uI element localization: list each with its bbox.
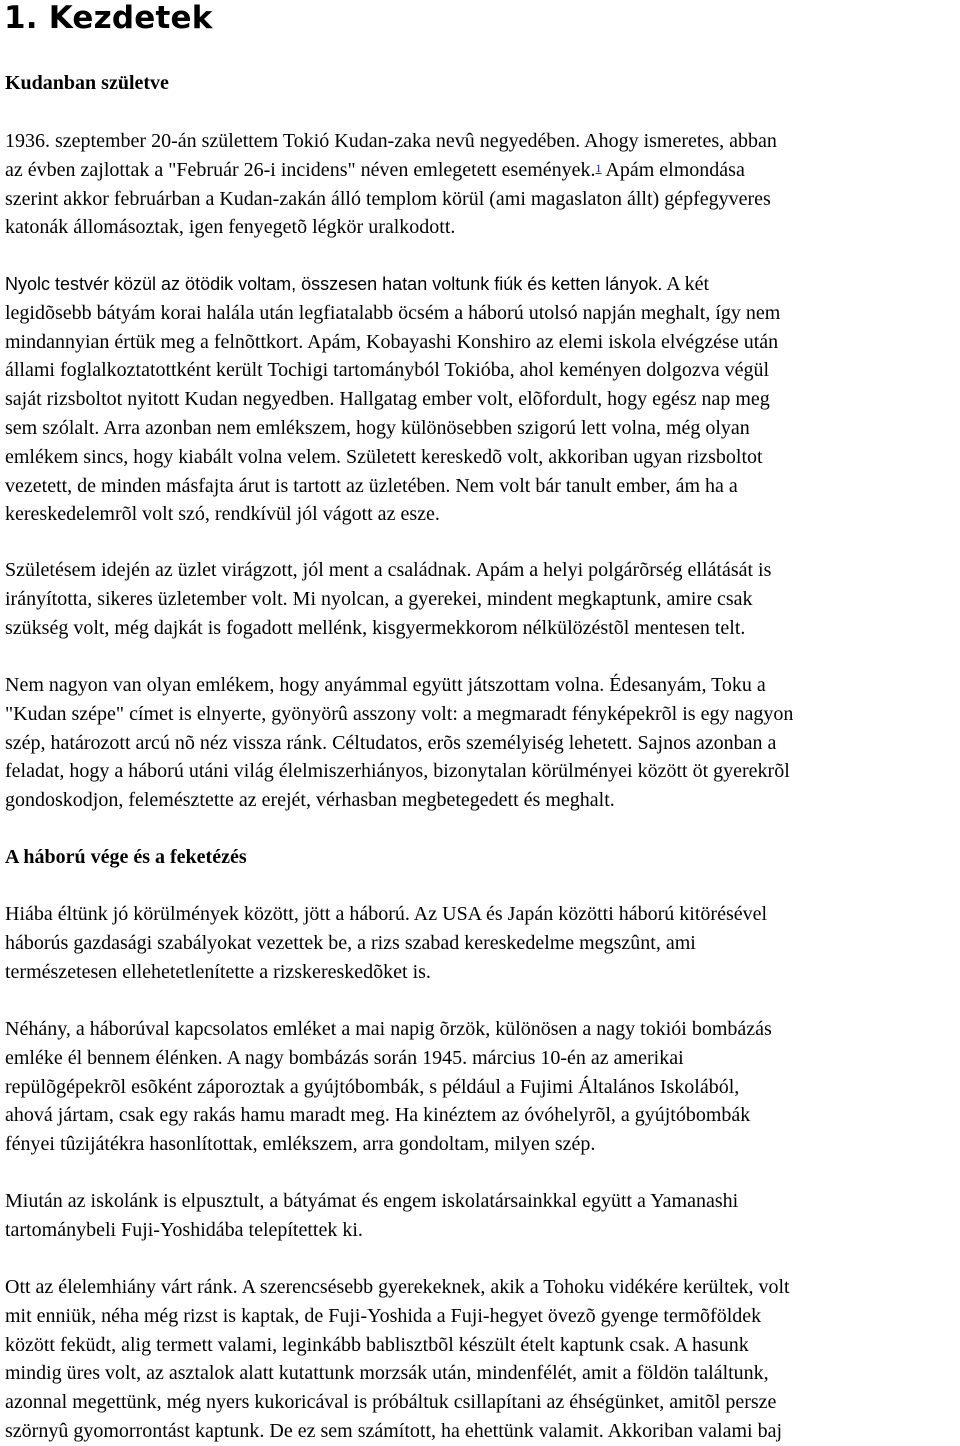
text-segment: Nyolc testvér közül az ötödik voltam, összesen hatan voltunk fiúk és ketten lányok.: [5, 274, 663, 294]
text-line: mindig üres volt, az asztalok alatt kutattunk morzsák után, mindenfélét, amit a földön találtunk,: [5, 1362, 769, 1385]
paragraph-evacuation: [5, 1187, 960, 1245]
text-line: Miután az iskolánk is elpusztult, a bátyámat és engem iskolatársainkkal együtt a Yamanashi: [5, 1190, 739, 1212]
text-line: irányította, sikeres üzletember volt. Mi nyolcan, a gyerekei, mindent megkaptunk, amire csak: [5, 587, 753, 610]
text-segment: mindannyian értük meg a felnõttkort.: [5, 330, 304, 353]
text-line: Ott az élelemhiány várt ránk. A szerencsésebb gyerekeknek, akik a Tohoku vidékére kerültek, volt: [5, 1276, 790, 1298]
text-line: "Kudan szépe" címet is elnyerte, gyönyörû asszony volt: a megmaradt fényképekrõl is egy nagyon: [5, 702, 794, 725]
text-line: [5, 270, 960, 299]
text-line: fényei tûzijátékra hasonlítottak, emlékszem, arra gondoltam, milyen szép.: [5, 1133, 596, 1156]
text-line: háborús gazdasági szabályokat vezettek be, a rizs szabad kereskedelme megszûnt, ami: [5, 931, 696, 954]
text-line: saját rizsboltot nyitott Kudan negyedben. Hallgatag ember volt, elõfordult, hogy egész nap meg: [5, 388, 770, 411]
text-line: Néhány, a háborúval kapcsolatos emléket a mai napig õrzök, különösen a nagy tokiói bombázás: [5, 1018, 772, 1040]
text-line: szörnyû gyomorrontást kaptunk. De ez sem számított, ha ehettünk valamit. Akkoriban valami baj: [5, 1419, 783, 1442]
text-line: feladat, hogy a háború utáni világ élelmiszerhiányos, bizonytalan körülményei között öt gyerekrõl: [5, 760, 790, 783]
text-line: gondoskodjon, felemésztette az erejét, vérhasban megbetegedett és meghalt.: [5, 789, 615, 812]
text-line: repülõgépekrõl esõként záporoztak a gyújtóbombák, s például a Fujimi Általános Iskolából,: [5, 1075, 740, 1098]
text-line: természetesen ellehetetlenítette a rizskereskedõket is.: [5, 960, 431, 983]
text-line: Nem nagyon van olyan emlékem, hogy anyámmal együtt játszottam volna. Édesanyám, Toku a: [5, 674, 766, 696]
text-line: vezetett, de minden másfajta árut is tartott az üzletében. Nem volt bár tanult ember, ám ha a: [5, 474, 738, 497]
text-line: katonák állomásoztak, igen fenyegetõ légkör uralkodott.: [5, 216, 456, 239]
text-line: emlékem sincs, hogy kiabált volna velem. Született kereskedõ volt, akkoriban ugyan rizsboltot: [5, 445, 763, 468]
text-line: 1936. szeptember 20-án születtem Tokió Kudan-zaka nevû negyedében. Ahogy ismeretes, abban: [5, 130, 777, 152]
text-line: szükség volt, még dajkát is fogadott mellénk, kisgyermekkorom nélkülözéstõl mentesen telt.: [5, 616, 746, 639]
paragraph-hunger: [5, 1273, 960, 1446]
paragraph-prosperity: [5, 556, 960, 642]
chapter-title: 1. Kezdetek: [4, 0, 213, 36]
paragraph-birth: [5, 127, 960, 242]
text-line: kereskedelemrõl volt szó, rendkívül jól vágott az esze.: [5, 503, 440, 526]
text-line: sem szólalt. Arra azonban nem emlékszem, hogy különösebben szigorú lett volna, még olyan: [5, 416, 750, 439]
text-line: tartománybeli Fuji-Yoshidába telepítettek ki.: [5, 1218, 363, 1241]
section-heading-kudan: Kudanban születve: [5, 72, 169, 94]
text-line: között feküdt, alig termett valami, leginkább bablisztbõl készült ételt kaptunk csak. A hasunk: [5, 1333, 749, 1356]
section-heading-war: A háború vége és a feketézés: [5, 846, 247, 868]
text-line: állami foglalkoztatottként került Tochigi tartományból Tokióba, ahol keményen dolgozva végül: [5, 359, 770, 382]
text-line: legidõsebb bátyám korai halála után legfiatalabb öcsém a háború utolsó napján meghalt, így nem: [5, 301, 781, 324]
text-segment: Apám, Kobayashi Konshiro az elemi iskola elvégzése után: [303, 330, 779, 353]
text-line: mit enniük, néha még rizst is kaptak, de Fuji-Yoshida a Fuji-hegyet övezõ gyenge termõföldek: [5, 1304, 762, 1327]
footnote-reference-link[interactable]: 1: [595, 160, 602, 175]
text-line: azonnal megettünk, még nyers kukoricával is próbáltuk csillapítani az éhségünket, amitõl persze: [5, 1391, 777, 1414]
text-segment: A két: [662, 273, 709, 295]
text-line: szerint akkor februárban a Kudan-zakán álló templom körül (ami magaslaton állt) gépfegyveres: [5, 187, 771, 210]
text-line: szép, határozott arcú nõ néz vissza ránk. Céltudatos, erõs személyiség lehetett. Sajnos azonban a: [5, 731, 777, 754]
paragraph-mother: [5, 671, 960, 815]
text-line: Születésem idején az üzlet virágzott, jól ment a családnak. Apám a helyi polgárõrség ellátását is: [5, 559, 772, 581]
text-line: emléke él bennem élénken. A nagy bombázás során 1945. március 10-én az amerikai: [5, 1046, 684, 1069]
paragraph-family: [5, 270, 960, 529]
text-line: Hiába éltünk jó körülmények között, jött a háború. Az USA és Japán közötti háború kitörésével: [5, 903, 768, 925]
text-line: [5, 328, 960, 357]
text-segment: Apám elmondása: [601, 158, 745, 181]
text-line: ahová jártam, csak egy rakás hamu maradt meg. Ha kinéztem az óvóhelyrõl, a gyújtóbombák: [5, 1104, 751, 1127]
paragraph-war-start: [5, 900, 960, 986]
text-segment: az évben zajlottak a "Február 26-i incidens" néven emlegetett események.: [5, 158, 596, 181]
paragraph-bombing: [5, 1015, 960, 1159]
text-line: [5, 156, 960, 185]
